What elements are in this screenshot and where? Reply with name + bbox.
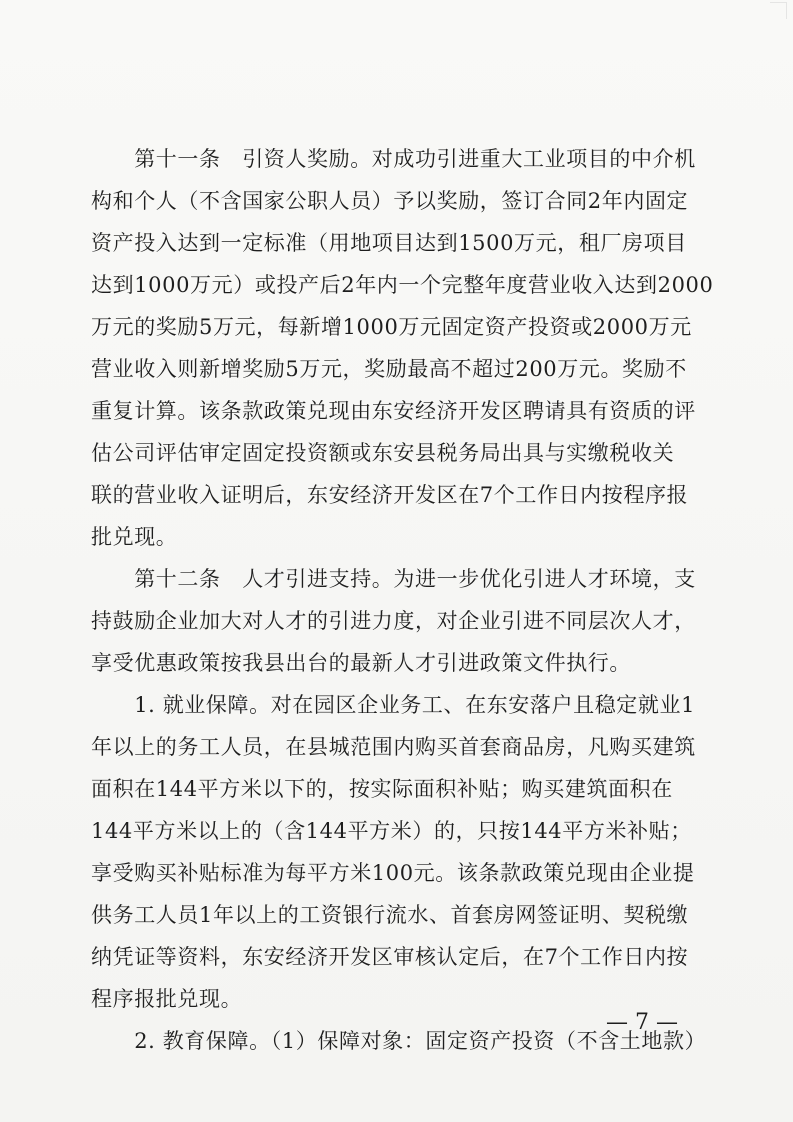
text-line: 1. 就业保障。对在园区企业务工、在东安落户且稳定就业1 <box>91 693 696 717</box>
text-line: 批兑现。 <box>91 525 178 549</box>
text-line: 估公司评估审定固定投资额或东安县税务局出具与实缴税收关 <box>91 441 675 465</box>
text-line: 程序报批兑现。 <box>91 987 243 1011</box>
text-line: 纳凭证等资料，东安经济开发区审核认定后，在7个工作日内按 <box>91 945 689 969</box>
text-line: 年以上的务工人员，在县城范围内购买首套商品房，凡购买建筑 <box>91 735 696 759</box>
text-line: 营业收入则新增奖励5万元，奖励最高不超过200万元。奖励不 <box>91 357 687 381</box>
text-line: 联的营业收入证明后，东安经济开发区在7个工作日内按程序报 <box>91 483 689 507</box>
text-line: 第十二条 人才引进支持。为进一步优化引进人才环境，支 <box>91 567 696 591</box>
text-line: 第十一条 引资人奖励。对成功引进重大工业项目的中介机 <box>91 147 696 171</box>
text-line: 144平方米以上的（含144平方米）的，只按144平方米补贴； <box>91 819 692 843</box>
page-number: — 7 — <box>606 1010 678 1035</box>
text-line: 享受优惠政策按我县出台的最新人才引进政策文件执行。 <box>91 651 631 675</box>
text-line: 面积在144平方米以下的，按实际面积补贴；购买建筑面积在 <box>91 777 673 801</box>
text-line: 构和个人（不含国家公职人员）予以奖励，签订合同2年内固定 <box>91 189 689 213</box>
text-line: 重复计算。该条款政策兑现由东安经济开发区聘请具有资质的评 <box>91 399 696 423</box>
text-line: 万元的奖励5万元，每新增1000万元固定资产投资或2000万元 <box>91 315 692 339</box>
text-line: 持鼓励企业加大对人才的引进力度，对企业引进不同层次人才， <box>91 609 696 633</box>
text-line: 资产投入达到一定标准（用地项目达到1500万元，租厂房项目 <box>91 231 687 255</box>
text-line: 供务工人员1年以上的工资银行流水、首套房网签证明、契税缴 <box>91 903 689 927</box>
text-line: 2. 教育保障。（1）保障对象：固定资产投资（不含土地款） <box>91 1029 707 1053</box>
text-line: 达到1000万元）或投产后2年内一个完整年度营业收入达到2000 <box>91 273 714 297</box>
text-line: 享受购买补贴标准为每平方米100元。该条款政策兑现由企业提 <box>91 861 695 885</box>
scan-corner-mark <box>770 2 787 19</box>
